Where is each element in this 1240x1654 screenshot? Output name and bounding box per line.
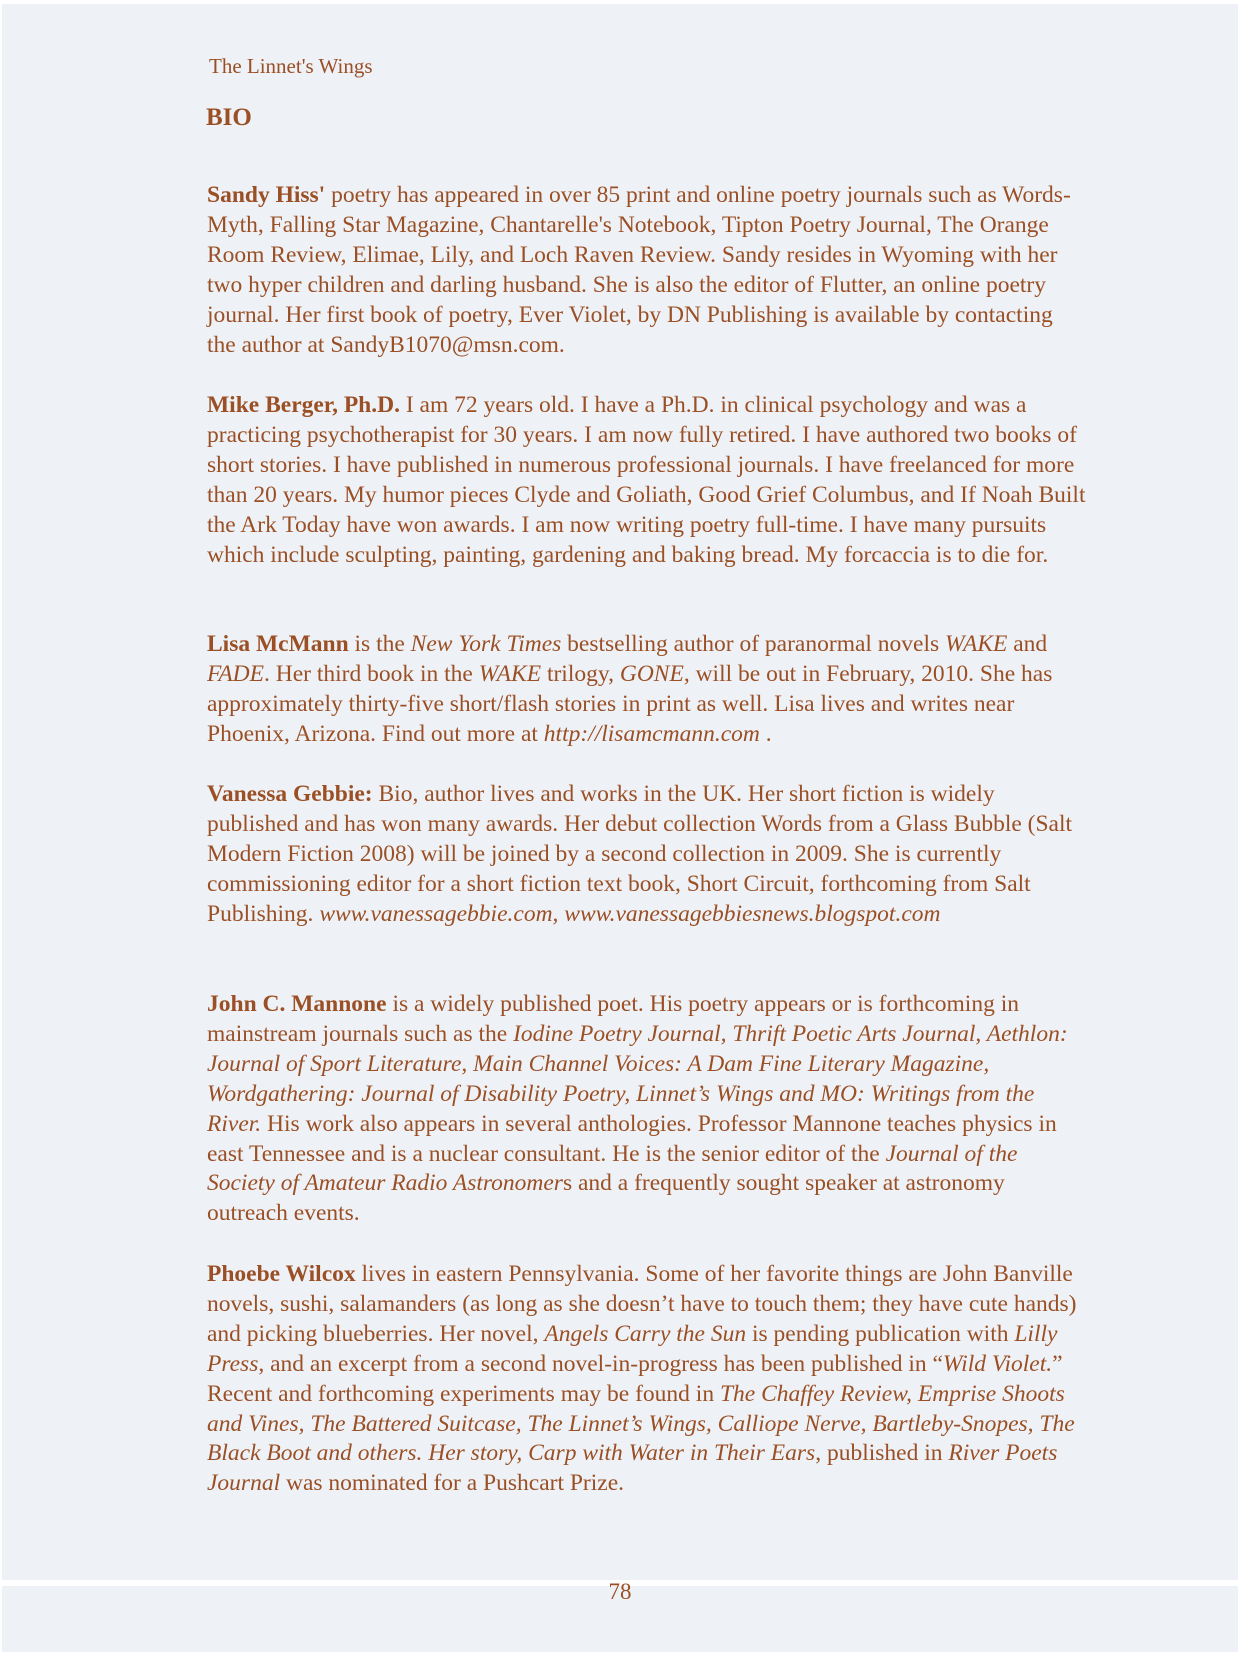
bio-text: is a widely published poet. His poetry appears or is forthcoming in mainstream journals such as the: [207, 991, 1019, 1047]
bio-text: , published in: [815, 1440, 949, 1467]
bio-italic: WAKE: [478, 660, 542, 687]
author-name: Vanessa Gebbie:: [207, 781, 373, 807]
bio-text: His work also appears in several anthologies. Professor Mannone teaches physics in east Tennessee and is a nuclear consultant. He is the senior editor of the: [207, 1110, 1057, 1167]
bio-text: is pending publication with: [746, 1320, 1015, 1347]
bio-text: and: [1007, 631, 1048, 657]
page-number: 78: [608, 1579, 632, 1604]
bio-text: poetry has appeared in over 85 print and online poetry journals such as Words-Myth, Falling Star Magazine, Chantarelle's Notebook, Tipton Poetry Journal, The Orange Room Review, Elimae, Lily, and Loch Raven Review. Sandy resides in Wyoming with her two hyper children and darling husband. She is also the editor of Flutter, an online poetry journal. Her first book of poetry, Ever Violet, by DN Publishing is available by contacting the author at SandyB1070@msn.com.: [207, 182, 1071, 358]
bio-italic: Journal of the Society of Amateur Radio Astronomer: [207, 1140, 1018, 1197]
bio-paragraph-sandy-hiss: [207, 181, 1087, 360]
bio-italic: GONE: [619, 660, 684, 687]
author-name: Phoebe Wilcox: [207, 1261, 356, 1287]
bio-text: was nominated for a Pushcart Prize.: [280, 1470, 625, 1497]
bio-text: ” Recent and forthcoming experiments may be found in: [207, 1350, 1063, 1407]
bio-text: Bio, author lives and works in the UK. Her short fiction is widely published and has won many awards. Her debut collection Words from a Glass Bubble (Salt Modern Fiction 2008) will be joined by a second collection in 2009. She is currently commissioning editor for a short fiction text book, Short Circuit, forthcoming from Salt Publishing.: [207, 781, 1073, 927]
bio-text: I am 72 years old. I have a Ph.D. in clinical psychology and was a practicing psychotherapist for 30 years. I am now fully retired. I have authored two books of short stories. I have published in numerous professional journals. I have freelanced for more than 20 years. My humor pieces Clyde and Goliath, Good Grief Columbus, and If Noah Built the Ark Today have won awards. I am now writing poetry full-time. I have many pursuits which include sculpting, painting, gardening and baking bread. My forcaccia is to die for.: [207, 392, 1086, 568]
section-title: BIO: [206, 104, 252, 131]
bio-italic: River Poets Journal: [207, 1440, 1058, 1497]
bio-text: trilogy,: [541, 660, 620, 687]
bio-italic: New York Times: [410, 631, 562, 657]
bio-text: lives in eastern Pennsylvania. Some of her favorite things are John Banville novels, sushi, salamanders (as long as she doesn’t have to touch them; they have cute hands) and picking blueberries. Her novel,: [207, 1261, 1077, 1347]
bio-paragraph-phoebe-wilcox: [207, 1260, 1087, 1499]
bio-text: , will be out in February, 2010. She has approximately thirty-five short/flash stories in print as well. Lisa lives and writes near Phoenix, Arizona. Find out more at: [207, 660, 1053, 747]
bio-paragraph-mike-berger: [207, 391, 1087, 570]
author-name: John C. Mannone: [207, 991, 387, 1017]
bio-italic: The Chaffey Review, Emprise Shoots and Vines, The Battered Suitcase, The Linnet’s Wings, Calliope Nerve, Bartleby-Snopes, The Black Boot and others. Her story, Carp with Water in Their Ears: [207, 1380, 1075, 1467]
bio-text: is the: [348, 631, 411, 657]
author-name: Mike Berger, Ph.D.: [207, 392, 400, 418]
bio-paragraph-lisa-mcmann: [207, 630, 1087, 750]
author-website-links: www.vanessagebbie.com, www.vanessagebbiesnews.blogspot.com: [319, 900, 941, 927]
bio-italic: WAKE: [945, 631, 1008, 657]
bio-text: . Her third book in the: [264, 660, 479, 687]
author-name: Sandy Hiss': [207, 182, 326, 208]
bio-paragraph-vanessa-gebbie: [207, 780, 1087, 930]
author-website-link: http://lisamcmann.com: [543, 720, 760, 747]
bio-paragraph-john-mannone: [207, 990, 1087, 1229]
bio-italic: FADE: [207, 660, 265, 687]
author-name: Lisa McMann: [207, 631, 349, 657]
bio-italic: Lilly Press: [207, 1320, 1058, 1377]
bio-text: , and an excerpt from a second novel-in-progress has been published in “: [258, 1350, 943, 1377]
running-header: The Linnet's Wings: [209, 54, 373, 78]
bio-italic: Wild Violet.: [942, 1350, 1053, 1377]
bio-italic: Angels Carry the Sun: [544, 1320, 747, 1347]
bio-text: .: [759, 720, 772, 747]
bio-italic: Iodine Poetry Journal, Thrift Poetic Arts Journal, Aethlon: Journal of Sport Literature, Main Channel Voices: A Dam Fine Literary Magazine, Wordgathering: Journal of Disability Poetry, Linnet’s Wings and MO: Writings from the River.: [207, 1020, 1068, 1137]
bio-text: s and a frequently sought speaker at astronomy outreach events.: [207, 1170, 1005, 1227]
bio-text: bestselling author of paranormal novels: [561, 631, 946, 657]
